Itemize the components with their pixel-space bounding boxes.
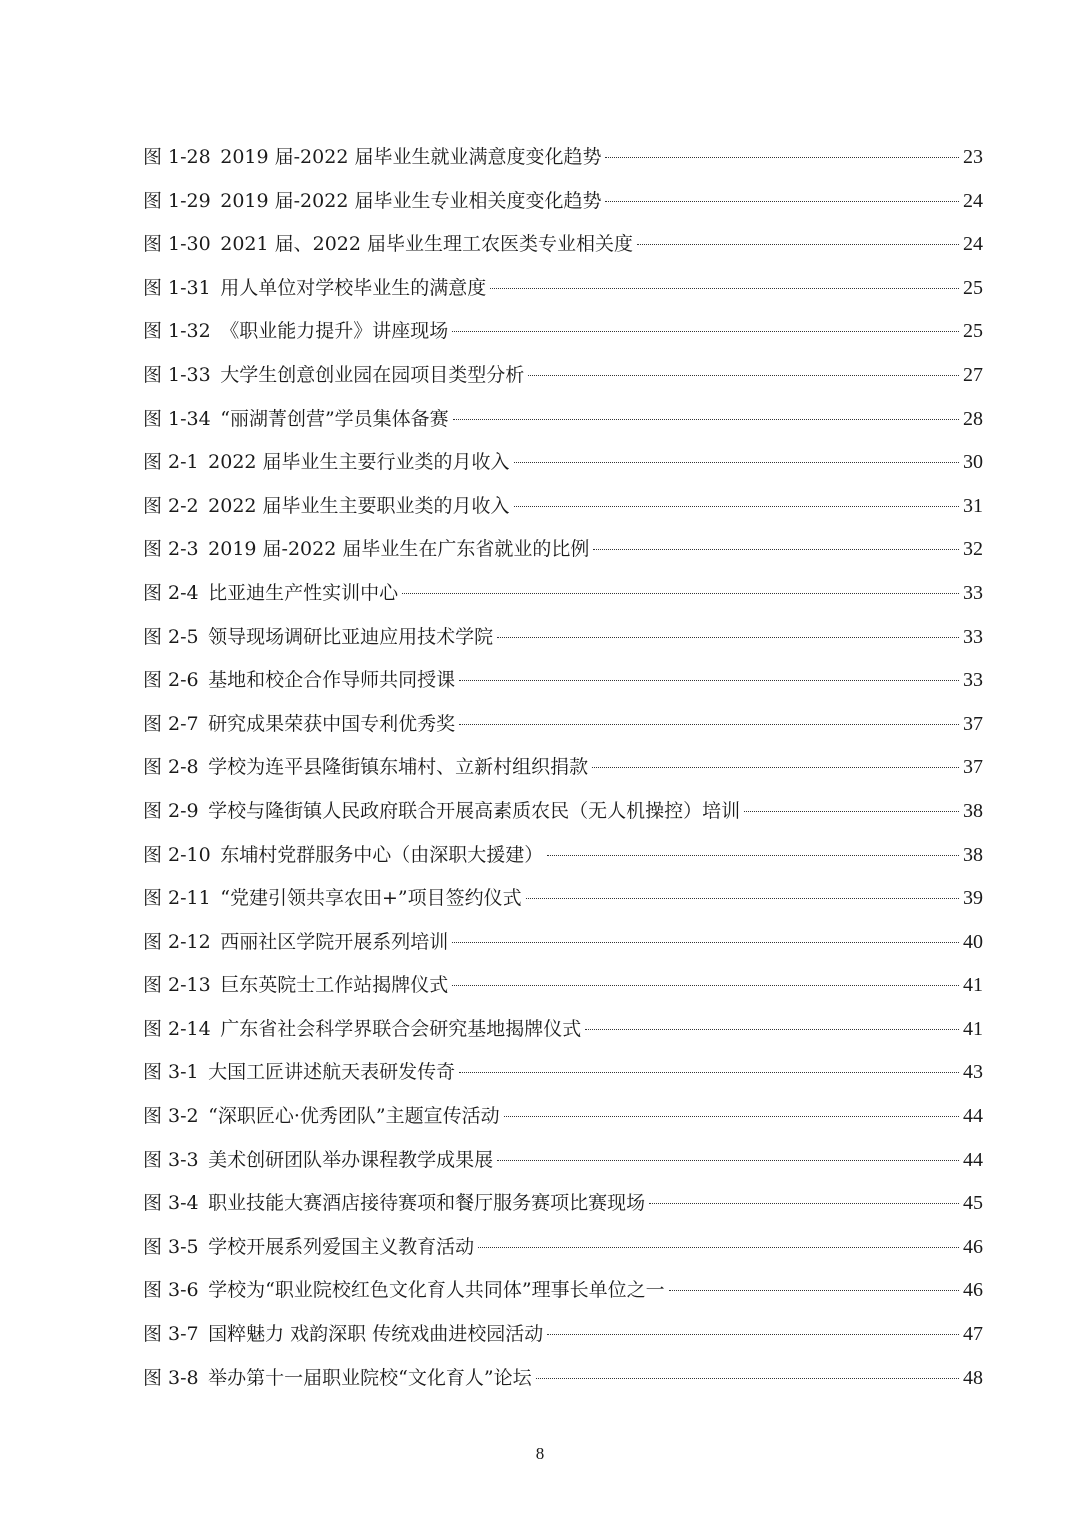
entry-number: 图 3-7 xyxy=(143,1323,199,1346)
entry-label xyxy=(143,136,601,180)
entry-label xyxy=(143,877,522,921)
toc-entry[interactable] xyxy=(143,528,983,572)
entry-page: 44 xyxy=(963,1105,983,1128)
entry-label xyxy=(143,267,486,311)
dot-leader xyxy=(536,1378,959,1379)
entry-title: 巨东英院士工作站揭牌仪式 xyxy=(220,974,449,997)
entry-page: 33 xyxy=(963,625,983,648)
dot-leader xyxy=(605,157,959,158)
entry-title: 用人单位对学校毕业生的满意度 xyxy=(220,276,487,299)
entry-title: “党建引领共享农田+”项目签约仪式 xyxy=(220,887,522,910)
entry-title: 比亚迪生产性实训中心 xyxy=(208,581,399,604)
entry-page: 41 xyxy=(963,974,983,997)
dot-leader xyxy=(547,1334,959,1335)
entry-page: 32 xyxy=(963,538,983,561)
entry-page: 31 xyxy=(963,494,983,517)
entry-title: “深职匠心·优秀团队”主题宣传活动 xyxy=(208,1105,500,1128)
entry-label xyxy=(143,441,510,485)
entry-title: 研究成果荣获中国专利优秀奖 xyxy=(208,712,456,735)
entry-number: 图 2-10 xyxy=(143,843,211,866)
toc-entry[interactable] xyxy=(143,485,983,529)
entry-page: 45 xyxy=(963,1192,983,1215)
toc-entry[interactable] xyxy=(143,659,983,703)
dot-leader xyxy=(497,637,959,638)
toc-entry[interactable] xyxy=(143,1226,983,1270)
entry-number: 图 1-34 xyxy=(143,407,211,430)
entry-label xyxy=(143,921,448,965)
entry-number: 图 1-29 xyxy=(143,189,211,212)
entry-label xyxy=(143,1269,665,1313)
toc-entry[interactable] xyxy=(143,398,983,442)
toc-entry[interactable] xyxy=(143,441,983,485)
dot-leader xyxy=(669,1290,959,1291)
entry-title: 2019 届-2022 届毕业生就业满意度变化趋势 xyxy=(220,146,602,168)
entry-label xyxy=(143,659,455,703)
toc-entry[interactable] xyxy=(143,354,983,398)
entry-number: 图 1-33 xyxy=(143,363,211,386)
entry-page: 24 xyxy=(963,233,983,256)
toc-entry[interactable] xyxy=(143,1357,983,1401)
toc-entry[interactable] xyxy=(143,877,983,921)
entry-title: 举办第十一届职业院校“文化育人”论坛 xyxy=(208,1366,532,1389)
entry-title: 国粹魅力 戏韵深职 传统戏曲进校园活动 xyxy=(208,1323,544,1346)
entry-page: 41 xyxy=(963,1017,983,1040)
entry-title: 职业技能大赛酒店接待赛项和餐厅服务赛项比赛现场 xyxy=(208,1192,646,1215)
entry-label xyxy=(143,1182,645,1226)
entry-number: 图 2-8 xyxy=(143,756,199,779)
entry-label xyxy=(143,1357,532,1401)
dot-leader xyxy=(649,1203,959,1204)
entry-title: 大学生创意创业园在园项目类型分析 xyxy=(220,363,525,386)
entry-number: 图 2-11 xyxy=(143,887,211,910)
toc-entry[interactable] xyxy=(143,572,983,616)
entry-page: 30 xyxy=(963,451,983,474)
entry-number: 图 2-1 xyxy=(143,451,199,474)
entry-title: 西丽社区学院开展系列培训 xyxy=(220,930,449,953)
toc-entry[interactable] xyxy=(143,746,983,790)
entry-title: 2022 届毕业生主要职业类的月收入 xyxy=(208,494,510,517)
toc-entry[interactable] xyxy=(143,1051,983,1095)
entry-page: 46 xyxy=(963,1279,983,1302)
toc-entry[interactable] xyxy=(143,136,983,180)
entry-page: 25 xyxy=(963,276,983,299)
entry-label xyxy=(143,790,740,834)
entry-label xyxy=(143,572,398,616)
entry-title: 东埔村党群服务中心（由深职大援建） xyxy=(220,843,544,866)
entry-number: 图 2-2 xyxy=(143,494,199,517)
dot-leader xyxy=(526,898,959,899)
entry-title: 学校开展系列爱国主义教育活动 xyxy=(208,1235,475,1258)
entry-label xyxy=(143,964,448,1008)
dot-leader xyxy=(547,855,959,856)
dot-leader xyxy=(514,462,959,463)
entry-page: 48 xyxy=(963,1366,983,1389)
dot-leader xyxy=(453,419,959,420)
entry-number: 图 2-3 xyxy=(143,538,199,561)
page-number: 8 xyxy=(535,1444,545,1463)
entry-label xyxy=(143,354,524,398)
entry-title: 基地和校企合作导师共同授课 xyxy=(208,669,456,692)
entry-number: 图 3-5 xyxy=(143,1235,199,1258)
dot-leader xyxy=(592,767,959,768)
entry-title: 广东省社会科学界联合会研究基地揭牌仪式 xyxy=(220,1017,582,1040)
entry-number: 图 1-28 xyxy=(143,146,211,168)
dot-leader xyxy=(514,506,959,507)
entry-page: 39 xyxy=(963,887,983,910)
toc-entry[interactable] xyxy=(143,267,983,311)
entry-page: 25 xyxy=(963,320,983,343)
entry-number: 图 1-30 xyxy=(143,233,211,256)
figure-list xyxy=(143,136,983,1400)
entry-title: 学校为连平县隆街镇东埔村、立新村组织捐款 xyxy=(208,756,589,779)
entry-number: 图 3-2 xyxy=(143,1105,199,1128)
entry-page: 33 xyxy=(963,669,983,692)
entry-label xyxy=(143,223,633,267)
dot-leader xyxy=(459,724,959,725)
entry-number: 图 2-4 xyxy=(143,581,199,604)
entry-number: 图 2-6 xyxy=(143,669,199,692)
entry-label xyxy=(143,1095,500,1139)
entry-number: 图 2-5 xyxy=(143,625,199,648)
toc-entry[interactable] xyxy=(143,223,983,267)
toc-entry[interactable] xyxy=(143,790,983,834)
entry-number: 图 2-9 xyxy=(143,799,199,822)
entry-number: 图 2-13 xyxy=(143,974,211,997)
entry-number: 图 1-32 xyxy=(143,320,211,343)
toc-entry[interactable] xyxy=(143,703,983,747)
dot-leader xyxy=(497,1160,959,1161)
dot-leader xyxy=(490,288,959,289)
toc-entry[interactable] xyxy=(143,834,983,878)
entry-title: “丽湖菁创营”学员集体备赛 xyxy=(220,407,449,430)
dot-leader xyxy=(528,375,959,376)
toc-entry[interactable] xyxy=(143,180,983,224)
entry-page: 33 xyxy=(963,581,983,604)
entry-page: 38 xyxy=(963,799,983,822)
entry-page: 23 xyxy=(963,146,983,168)
entry-label xyxy=(143,1008,581,1052)
dot-leader xyxy=(585,1029,959,1030)
entry-page: 46 xyxy=(963,1235,983,1258)
entry-number: 图 3-4 xyxy=(143,1192,199,1215)
entry-label xyxy=(143,180,601,224)
entry-page: 40 xyxy=(963,930,983,953)
entry-page: 28 xyxy=(963,407,983,430)
dot-leader xyxy=(744,811,959,812)
dot-leader xyxy=(452,985,959,986)
entry-number: 图 1-31 xyxy=(143,276,211,299)
entry-title: 2019 届-2022 届毕业生在广东省就业的比例 xyxy=(208,538,590,561)
entry-title: 《职业能力提升》讲座现场 xyxy=(220,320,449,343)
entry-title: 学校为“职业院校红色文化育人共同体”理事长单位之一 xyxy=(208,1279,665,1302)
entry-label xyxy=(143,834,543,878)
dot-leader xyxy=(605,201,959,202)
entry-title: 美术创研团队举办课程教学成果展 xyxy=(208,1148,494,1171)
entry-label xyxy=(143,1139,493,1183)
entry-label xyxy=(143,528,589,572)
entry-page: 27 xyxy=(963,363,983,386)
entry-title: 领导现场调研比亚迪应用技术学院 xyxy=(208,625,494,648)
entry-number: 图 2-14 xyxy=(143,1017,211,1040)
entry-label xyxy=(143,703,455,747)
entry-title: 大国工匠讲述航天表研发传奇 xyxy=(208,1061,456,1084)
entry-label xyxy=(143,616,493,660)
toc-entry[interactable] xyxy=(143,1139,983,1183)
dot-leader xyxy=(637,244,959,245)
entry-number: 图 3-6 xyxy=(143,1279,199,1302)
entry-page: 44 xyxy=(963,1148,983,1171)
dot-leader xyxy=(452,942,959,943)
entry-page: 37 xyxy=(963,756,983,779)
entry-title: 学校与隆街镇人民政府联合开展高素质农民（无人机操控）培训 xyxy=(208,799,741,822)
toc-entry[interactable] xyxy=(143,1008,983,1052)
toc-entry[interactable] xyxy=(143,1269,983,1313)
dot-leader xyxy=(452,331,959,332)
dot-leader xyxy=(593,549,959,550)
entry-title: 2019 届-2022 届毕业生专业相关度变化趋势 xyxy=(220,189,602,212)
entry-label xyxy=(143,485,510,529)
entry-number: 图 3-3 xyxy=(143,1148,199,1171)
entry-title: 2022 届毕业生主要行业类的月收入 xyxy=(208,451,510,474)
entry-page: 43 xyxy=(963,1061,983,1084)
entry-page: 47 xyxy=(963,1323,983,1346)
entry-label xyxy=(143,1313,543,1357)
entry-number: 图 3-8 xyxy=(143,1366,199,1389)
toc-entry[interactable] xyxy=(143,1095,983,1139)
entry-title: 2021 届、2022 届毕业生理工农医类专业相关度 xyxy=(220,233,634,256)
entry-number: 图 3-1 xyxy=(143,1061,199,1084)
dot-leader xyxy=(504,1116,959,1117)
entry-page: 38 xyxy=(963,843,983,866)
entry-page: 24 xyxy=(963,189,983,212)
entry-number: 图 2-12 xyxy=(143,930,211,953)
entry-page: 37 xyxy=(963,712,983,735)
toc-entry[interactable] xyxy=(143,1313,983,1357)
entry-label xyxy=(143,310,448,354)
dot-leader xyxy=(402,593,959,594)
entry-label xyxy=(143,398,449,442)
entry-number: 图 2-7 xyxy=(143,712,199,735)
dot-leader xyxy=(459,680,959,681)
dot-leader xyxy=(478,1247,959,1248)
toc-entry[interactable] xyxy=(143,310,983,354)
entry-label xyxy=(143,1051,455,1095)
toc-entry[interactable] xyxy=(143,921,983,965)
entry-label xyxy=(143,746,588,790)
toc-entry[interactable] xyxy=(143,1182,983,1226)
toc-entry[interactable] xyxy=(143,964,983,1008)
toc-entry[interactable] xyxy=(143,616,983,660)
entry-label xyxy=(143,1226,474,1270)
dot-leader xyxy=(459,1072,959,1073)
